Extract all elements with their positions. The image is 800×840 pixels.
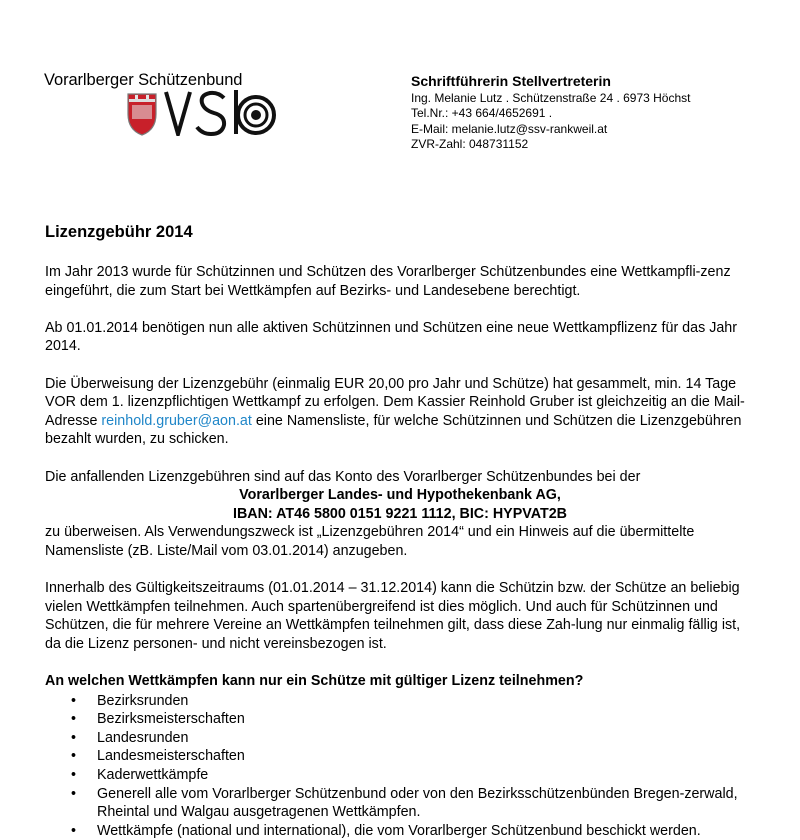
paragraph-bank <box>45 468 755 561</box>
document-title: Lizenzgebühr 2014 <box>45 223 193 241</box>
document-body <box>45 263 755 840</box>
logo-letter-v <box>166 92 190 134</box>
paragraph-new-license: Ab 01.01.2014 benötigen nun alle aktiven Schützinnen und Schützen eine neue Wettkampflizenz für das Jahr 2014. <box>45 319 738 355</box>
payment-text-2: eine Namensliste, für welche Schützinnen und Schützen die Lizenzgebühren bezahlt wurden, zu schicken. <box>45 412 742 448</box>
paragraph-intro: Im Jahr 2013 wurde für Schützinnen und Schützen des Vorarlberger Schützenbundes eine Wettkampfli-zenz eingeführt, die zum Start bei Wettkämpfen auf Bezirks- und Landesebene berechtigt. <box>45 264 731 299</box>
list-item: • Bezirksrunden <box>97 692 755 711</box>
bank-intro: Die anfallenden Lizenzgebühren sind auf das Konto des Vorarlberger Schützenbundes bei der <box>45 468 641 485</box>
paragraph-validity: Innerhalb des Gültigkeitszeitraums (01.01.2014 – 31.12.2014) kann die Schützin bzw. der Schütze an beliebig vielen Wettkämpfen teilnehmen. Auch spartenübergreifend ist dies möglich. Und auch für Schützinnen und Schützen, die für mehrere Vereine an Wettkämpfen teilnehmen gilt, dass diese Zah-lung nur einmalig fällig ist, da die Lizenz personen- und nicht vereinsbezogen ist. <box>45 580 741 652</box>
competition-list <box>45 692 755 840</box>
bank-iban: IBAN: AT46 5800 0151 9221 1112, BIC: HYPVAT2B <box>232 505 568 522</box>
list-item: • Bezirksmeisterschaften <box>97 710 755 729</box>
list-item: • Generell alle vom Vorarlberger Schützenbund oder von den Bezirksschützenbünden Bregen-zerwald, Rheintal und Walgau ausgetragenen Wettkämpfen. <box>97 785 755 822</box>
paragraph-payment <box>45 375 755 449</box>
logo-letter-s <box>197 93 224 134</box>
list-item: • Kaderwettkämpfe <box>97 766 755 785</box>
bank-name: Vorarlberger Landes- und Hypothekenbank AG, <box>239 487 561 504</box>
list-item: • Landesmeisterschaften <box>97 747 755 766</box>
sender-phone: Tel.Nr.: +43 664/4652691 . <box>411 106 553 121</box>
target-icon <box>236 90 274 134</box>
list-item: • Wettkämpfe (national und international), die vom Vorarlberger Schützenbund beschickt werden. <box>97 822 755 840</box>
sender-zvr: ZVR-Zahl: 048731152 <box>411 136 529 151</box>
treasurer-email-link[interactable]: reinhold.gruber@aon.at <box>101 412 252 429</box>
sender-email: E-Mail: melanie.lutz@ssv-rankweil.at <box>411 121 608 136</box>
coat-of-arms-icon <box>128 94 156 135</box>
question-heading: An welchen Wettkämpfen kann nur ein Schütze mit gültiger Lizenz teilnehmen? <box>45 673 584 690</box>
bank-outro: zu überweisen. Als Verwendungszweck ist „Lizenzgebühren 2014“ und ein Hinweis auf die übermittelte Namensliste (zB. Liste/Mail vom 03.01.2014) anzugeben. <box>45 524 695 559</box>
letterhead-org-name: Vorarlberger Schützenbund <box>44 71 243 89</box>
sender-role: Schriftführerin Stellvertreterin <box>411 73 611 89</box>
sender-block <box>411 74 691 152</box>
vsb-logo <box>126 90 278 141</box>
payment-text-1: Die Überweisung der Lizenzgebühr (einmalig EUR 20,00 pro Jahr und Schütze) hat gesammelt, min. 14 Tage VOR dem 1. lizenzpflichtigen Wettkampf zu erfolgen. Dem Kassier Reinhold Gruber ist gleichzeitig an die Mail-Adresse <box>45 375 745 429</box>
list-item: • Landesrunden <box>97 729 755 748</box>
sender-address: Ing. Melanie Lutz . Schützenstraße 24 . 6973 Höchst <box>411 91 691 106</box>
